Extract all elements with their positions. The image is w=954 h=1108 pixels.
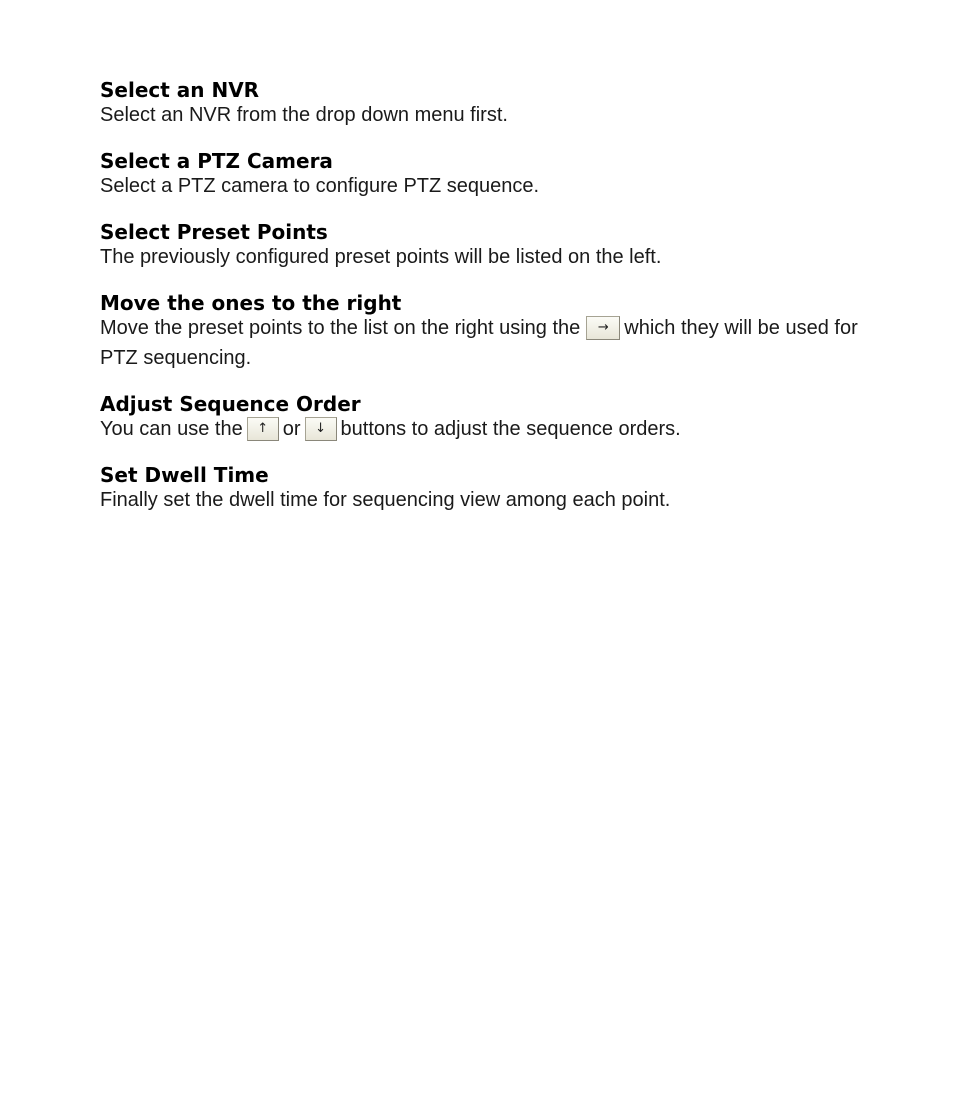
section-text: Finally set the dwell time for sequencing view among each point. [100, 489, 671, 511]
text-before-button: Move the preset points to the list on the right using the [100, 317, 581, 339]
section-heading: Select an NVR [100, 78, 260, 102]
section-text [100, 313, 860, 373]
section-heading: Move the ones to the right [100, 291, 402, 315]
text-after-buttons: buttons to adjust the sequence orders. [340, 418, 681, 440]
section-heading: Select Preset Points [100, 220, 328, 244]
section-text: Select a PTZ camera to configure PTZ sequence. [100, 175, 540, 197]
move-up-button-icon: ↑ [247, 417, 279, 441]
section-text: Select an NVR from the drop down menu first. [100, 104, 508, 126]
section-select-ptz-camera [100, 149, 860, 201]
move-right-button-icon: → [586, 316, 620, 340]
section-select-nvr [100, 78, 860, 130]
section-text: The previously configured preset points will be listed on the left. [100, 246, 662, 268]
section-adjust-sequence-order [100, 392, 860, 444]
section-heading: Set Dwell Time [100, 463, 269, 487]
move-down-button-icon: ↓ [305, 417, 337, 441]
section-set-dwell-time [100, 463, 860, 515]
section-heading: Select a PTZ Camera [100, 149, 333, 173]
text-or: or [282, 418, 301, 440]
section-heading: Adjust Sequence Order [100, 392, 361, 416]
instructions-content [100, 78, 860, 534]
section-move-right [100, 291, 860, 373]
section-text [100, 414, 860, 444]
text-before-buttons: You can use the [100, 418, 243, 440]
text-after-button: which they will be used for PTZ sequencing. [100, 317, 858, 369]
section-select-preset-points [100, 220, 860, 272]
